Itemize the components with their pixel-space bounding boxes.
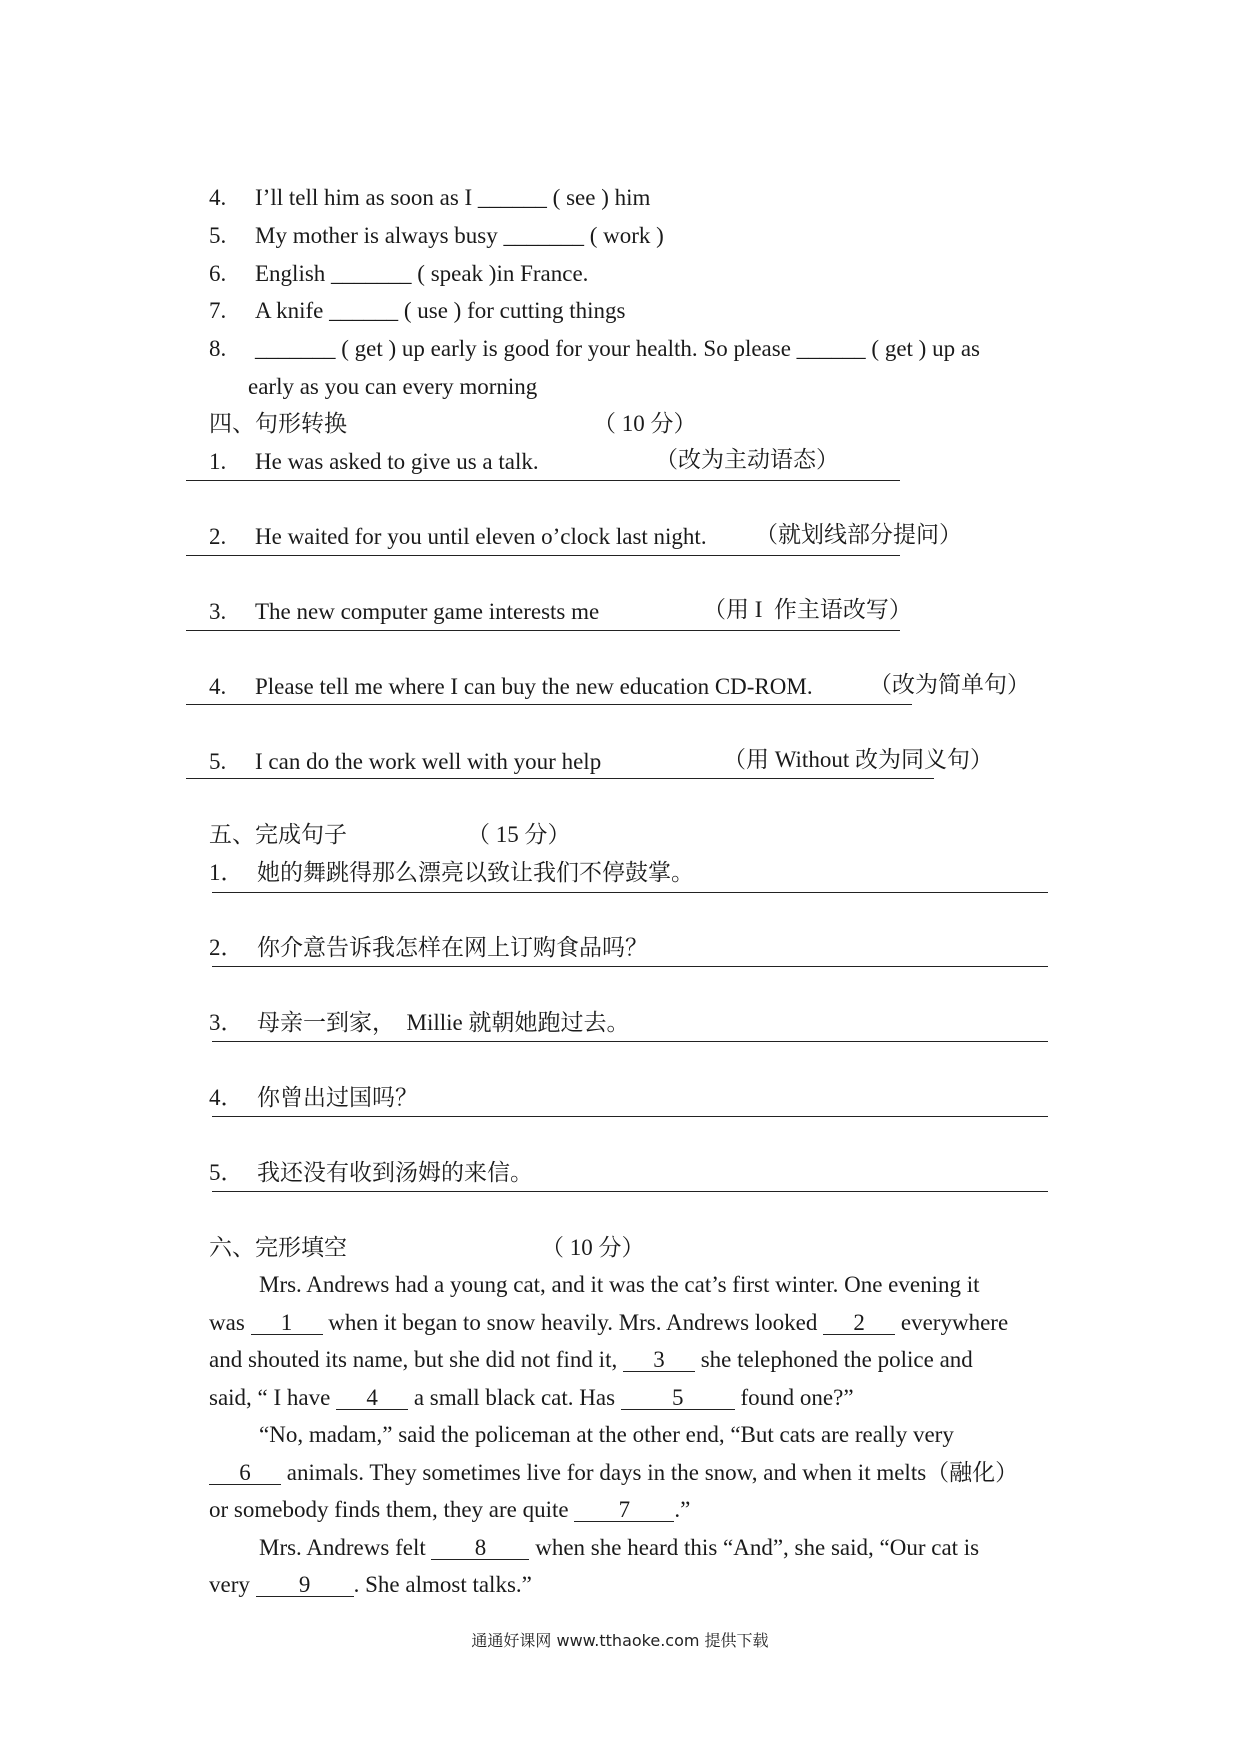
s4-item-5-instruction: （用 Without 改为同义句）: [723, 747, 993, 772]
cloze-line-6: 6 animals. They sometimes live for days in the snow, and when it melts（融化）: [186, 1431, 1018, 1515]
cloze-line-5: “No, madam,” said the policeman at the other end, “But cats are really very: [259, 1422, 954, 1447]
s4-item-3-instruction: （用 I 作主语改写）: [703, 597, 912, 622]
cloze-line-2: was 1 when it began to snow heavily. Mrs. Andrews looked 2 everywhere: [209, 1310, 1009, 1335]
cloze-blank-6[interactable]: 6: [209, 1462, 281, 1485]
s5-item-3: 3． 母亲一到家， Millie 就朝她跑过去。: [209, 1010, 630, 1035]
s3-item-5: 5. My mother is always busy _______ ( work ): [209, 223, 664, 248]
s5-answer-line-5[interactable]: [212, 1191, 1048, 1192]
s4-item-4: 4. Please tell me where I can buy the new education CD-ROM.: [209, 674, 813, 699]
s5-answer-line-2[interactable]: [212, 966, 1048, 967]
s4-answer-line-4[interactable]: [186, 704, 912, 705]
s4-item-4-instruction: （改为简单句）: [869, 672, 1030, 697]
s3-item-6: 6. English _______ ( speak )in France.: [209, 261, 589, 286]
s5-item-5: 5． 我还没有收到汤姆的来信。: [209, 1160, 533, 1185]
section4-title: 四、句形转换: [209, 411, 347, 436]
s5-item-4: 4． 你曾出过国吗？: [209, 1085, 418, 1110]
cloze-blank-3[interactable]: 3: [623, 1349, 695, 1372]
s4-item-3: 3. The new computer game interests me: [209, 599, 600, 624]
s4-item-1-instruction: （改为主动语态）: [655, 447, 839, 472]
s4-answer-line-1[interactable]: [186, 480, 900, 481]
cloze-line-3: and shouted its name, but she did not find it, 3 she telephoned the police and: [209, 1347, 973, 1372]
section6-title: 六、完形填空: [209, 1235, 347, 1260]
cloze-blank-8[interactable]: 8: [431, 1537, 529, 1560]
cloze-line-8: Mrs. Andrews felt 8 when she heard this “And”, she said, “Our cat is: [259, 1535, 980, 1560]
s4-item-1: 1. He was asked to give us a talk.: [209, 449, 539, 474]
s5-answer-line-4[interactable]: [212, 1116, 1048, 1117]
s5-item-1: 1． 她的舞跳得那么漂亮以致让我们不停鼓掌。: [209, 860, 694, 885]
section6-score: （ 10 分）: [541, 1235, 645, 1260]
section5-score: （ 15 分）: [467, 822, 571, 847]
s4-answer-line-3[interactable]: [186, 630, 900, 631]
s5-item-2: 2． 你介意告诉我怎样在网上订购食品吗？: [209, 935, 648, 960]
s4-answer-line-2[interactable]: [186, 555, 900, 556]
cloze-line-7: or somebody finds them, they are quite 7 .”: [209, 1497, 691, 1522]
s5-answer-line-3[interactable]: [212, 1041, 1048, 1042]
cloze-line-1: Mrs. Andrews had a young cat, and it was the cat’s first winter. One evening it: [259, 1272, 980, 1297]
s5-answer-line-1[interactable]: [212, 892, 1048, 893]
cloze-blank-4[interactable]: 4: [336, 1387, 408, 1410]
section5-title: 五、完成句子: [209, 822, 347, 847]
s4-answer-line-5[interactable]: [186, 778, 934, 779]
cloze-line-9: very 9 . She almost talks.”: [209, 1572, 532, 1597]
s4-item-5: 5. I can do the work well with your help: [209, 749, 602, 774]
cloze-blank-7[interactable]: 7: [574, 1499, 674, 1522]
cloze-line-4: said, “ I have 4 a small black cat. Has 5 found one?”: [209, 1385, 854, 1410]
s3-item-8: 8. _______ ( get ) up early is good for your health. So please ______ ( get ) up as: [209, 336, 980, 361]
s4-item-2-instruction: （就划线部分提问）: [755, 522, 962, 547]
s3-item-8-cont: early as you can every morning: [248, 374, 538, 399]
cloze-blank-5[interactable]: 5: [621, 1387, 735, 1410]
section4-score: （ 10 分）: [593, 411, 697, 436]
cloze-blank-1[interactable]: 1: [251, 1312, 323, 1335]
page-footer: 通通好课网 www.tthaoke.com 提供下载: [471, 1631, 769, 1650]
cloze-blank-2[interactable]: 2: [823, 1312, 895, 1335]
cloze-blank-9[interactable]: 9: [256, 1574, 354, 1597]
s4-item-2: 2. He waited for you until eleven o’clock last night.: [209, 524, 707, 549]
s3-item-4: 4. I’ll tell him as soon as I ______ ( see ) him: [209, 185, 651, 210]
s3-item-7: 7. A knife ______ ( use ) for cutting things: [209, 298, 626, 323]
